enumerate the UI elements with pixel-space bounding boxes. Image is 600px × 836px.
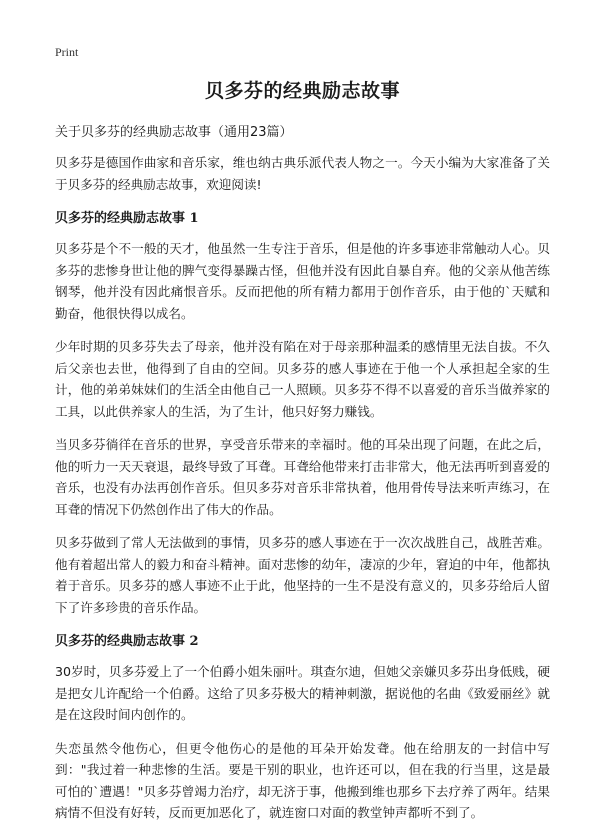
section-paragraph: 贝多芬做到了常人无法做到的事情，贝多芬的感人事迹在于一次次战胜自己，战胜苦难。他有着超出常人的毅力和奋斗精神。面对悲惨的幼年，凄凉的少年，窘迫的中年，他都执着于音乐。贝多芬的感人事迹不止于此，他坚持的一生不是没有意义的，贝多芬给后人留下了许多珍贵的音乐作品。	[55, 535, 550, 615]
section-paragraph: 30岁时，贝多芬爱上了一个伯爵小姐朱丽叶。琪查尔迪，但她父亲嫌贝多芬出身低贱，硬是把女儿许配给一个伯爵。这给了贝多芬极大的精神刺激，据说他的名曲《致爱丽丝》就是在这段时间内创作的。	[55, 664, 550, 722]
print-link[interactable]: Print	[55, 45, 79, 59]
page-title: 贝多芬的经典励志故事	[204, 80, 400, 102]
document-subtitle: 关于贝多芬的经典励志故事（通用23篇）	[55, 125, 293, 140]
section-paragraph: 当贝多芬徜徉在音乐的世界，享受音乐带来的幸福时。他的耳朵出现了问题，在此之后，他的听力一天天衰退，最终导致了耳聋。耳聋给他带来打击非常大，他无法再听到喜爱的音乐，也没有办法再创作音乐。但贝多芬对音乐非常执着，他用骨传导法来听声练习，在耳聋的情况下仍然创作出了伟大的作品。	[55, 437, 550, 517]
section-paragraph: 失恋虽然令他伤心，但更令他伤心的是他的耳朵开始发聋。他在给朋友的一封信中写到："我过着一种悲惨的生活。要是干别的职业，也许还可以，但在我的行当里，这是最可怕的`遭遇！"贝多芬曾竭力治疗，却无济于事，他搬到维也那乡下去疗养了两年。结果病情不但没有好转，反而更加恶化了，就连窗口对面的教堂钟声都听不到了。	[55, 740, 550, 820]
section-heading: 贝多芬的经典励志故事 2	[55, 634, 199, 649]
section-paragraph: 贝多芬是个不一般的天才，他虽然一生专注于音乐，但是他的许多事迹非常触动人心。贝多芬的悲惨身世让他的脾气变得暴躁古怪，但他并没有因此自暴自弃。他的父亲从他苦练钢琴，他并没有因此痛恨音乐。反而把他的所有精力都用于创作音乐，由于他的`天赋和勤奋，他很快得以成名。	[55, 241, 550, 321]
section-paragraph: 少年时期的贝多芬失去了母亲，他并没有陷在对于母亲那种温柔的感情里无法自拔。不久后父亲也去世，他得到了自由的空间。贝多芬的感人事迹在于他一个人承担起全家的生计，他的弟弟妹妹们的生活全由他自己一人照顾。贝多芬不得不以喜爱的音乐当做养家的工具，以此供养家人的生活，为了生计，他只好努力赚钱。	[55, 339, 550, 419]
document-body	[55, 70, 550, 836]
section-heading: 贝多芬的经典励志故事 1	[55, 211, 199, 226]
intro-paragraph: 贝多芬是德国作曲家和音乐家，维也纳古典乐派代表人物之一。今天小编为大家准备了关于贝多芬的经典励志故事，欢迎阅读!	[55, 155, 550, 192]
